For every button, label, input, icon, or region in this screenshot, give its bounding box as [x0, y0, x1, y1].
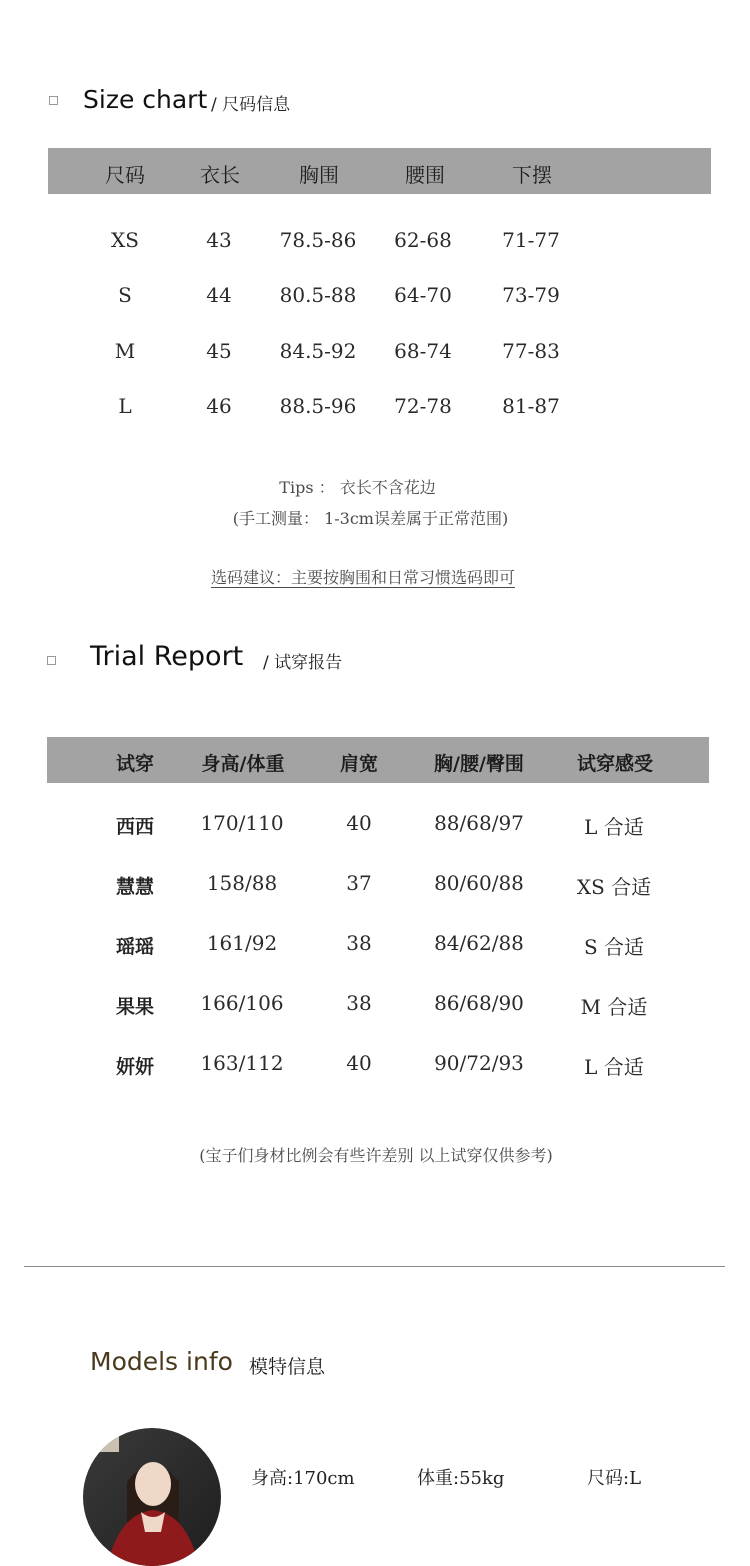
model-avatar — [83, 1428, 221, 1566]
length-cell: 43 — [206, 228, 232, 252]
hem-cell: 77-83 — [502, 339, 560, 363]
size-cell: XS — [111, 228, 139, 252]
tester-name: 妍妍 — [115, 1056, 154, 1078]
hem-cell: 73-79 — [502, 283, 560, 307]
size-header-bust: 胸围 — [299, 163, 339, 187]
size-cell: S — [118, 283, 132, 307]
size-header-size: 尺码 — [105, 163, 145, 187]
shoulder-cell: 37 — [346, 871, 372, 895]
size-advice: 选码建议：主要按胸围和日常习惯选码即可 — [210, 568, 515, 587]
waist-cell: 68-74 — [394, 339, 452, 363]
hem-cell: 71-77 — [502, 228, 560, 252]
size-header-waist: 腰围 — [405, 163, 445, 187]
trial-report-subtitle: / 试穿报告 — [263, 653, 343, 673]
trial-note: (宝子们身材比例会有些许差别 以上试穿仅供参考) — [199, 1146, 553, 1165]
size-header-length: 衣长 — [200, 163, 240, 187]
waist-cell: 72-78 — [394, 394, 452, 418]
trial-report-title: Trial Report — [90, 641, 244, 672]
fit-cell: S 合适 — [583, 935, 645, 959]
bust-cell: 84.5-92 — [279, 339, 357, 363]
hem-cell: 81-87 — [502, 394, 560, 418]
tester-name: 瑶瑶 — [115, 936, 154, 958]
shoulder-cell: 40 — [346, 811, 372, 835]
trial-header-measurements: 胸/腰/臀围 — [434, 753, 524, 775]
size-chart-title: Size chart — [83, 85, 208, 114]
model-photo — [83, 1428, 221, 1566]
models-info-title: Models info — [90, 1347, 233, 1376]
size-chart-subtitle: / 尺码信息 — [211, 95, 291, 115]
shoulder-cell: 38 — [346, 991, 372, 1015]
size-cell: L — [118, 394, 132, 418]
height-weight-cell: 161/92 — [206, 931, 278, 955]
measurements-cell: 88/68/97 — [434, 811, 524, 835]
bullet-square-icon — [49, 96, 58, 105]
size-cell: M — [114, 339, 136, 363]
measurements-cell: 80/60/88 — [434, 871, 524, 895]
models-info-subtitle: 模特信息 — [249, 1356, 326, 1378]
tester-name: 西西 — [115, 816, 154, 838]
height-weight-cell: 158/88 — [206, 871, 278, 895]
fit-cell: M 合适 — [580, 995, 648, 1019]
height-weight-cell: 163/112 — [200, 1051, 284, 1075]
bust-cell: 88.5-96 — [279, 394, 357, 418]
measurements-cell: 86/68/90 — [434, 991, 524, 1015]
bust-cell: 78.5-86 — [279, 228, 357, 252]
measurements-cell: 90/72/93 — [434, 1051, 524, 1075]
waist-cell: 64-70 — [394, 283, 452, 307]
waist-cell: 62-68 — [394, 228, 452, 252]
height-weight-cell: 170/110 — [200, 811, 284, 835]
bust-cell: 80.5-88 — [279, 283, 357, 307]
height-weight-cell: 166/106 — [200, 991, 284, 1015]
shoulder-cell: 40 — [346, 1051, 372, 1075]
length-cell: 46 — [206, 394, 232, 418]
fit-cell: L 合适 — [584, 815, 644, 839]
model-weight: 体重:55kg — [417, 1468, 505, 1489]
size-header-hem: 下摆 — [512, 163, 552, 187]
model-height: 身高:170cm — [251, 1468, 355, 1489]
model-size: 尺码:L — [587, 1468, 642, 1489]
measurements-cell: 84/62/88 — [434, 931, 524, 955]
size-tips-measure: (手工测量： 1-3cm误差属于正常范围) — [232, 509, 509, 528]
fit-cell: L 合适 — [584, 1055, 644, 1079]
section-divider — [24, 1266, 725, 1267]
trial-header-height-weight: 身高/体重 — [201, 753, 285, 775]
shoulder-cell: 38 — [346, 931, 372, 955]
size-tips: Tips ： 衣长不含花边 — [279, 478, 436, 497]
fit-cell: XS 合适 — [576, 875, 652, 899]
length-cell: 45 — [206, 339, 232, 363]
trial-header-feel: 试穿感受 — [576, 753, 653, 775]
bullet-square-icon — [47, 656, 56, 665]
tester-name: 果果 — [115, 996, 154, 1018]
tester-name: 慧慧 — [115, 876, 154, 898]
length-cell: 44 — [206, 283, 232, 307]
trial-header-name: 试穿 — [115, 753, 154, 775]
trial-header-shoulder: 肩宽 — [339, 753, 378, 775]
